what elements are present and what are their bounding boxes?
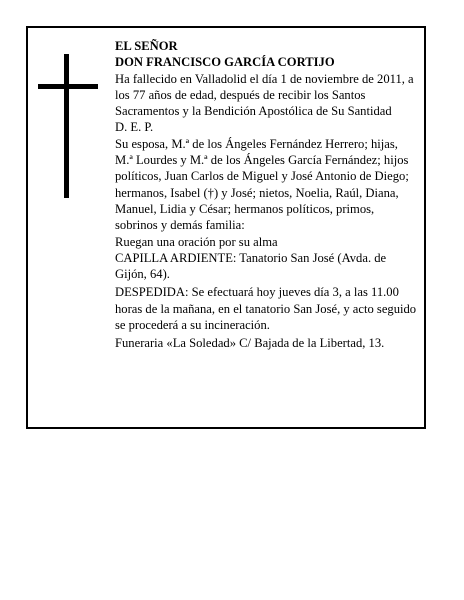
chapel-info: CAPILLA ARDIENTE: Tanatorio San José (Avda. de Gijón, 64).: [115, 250, 387, 282]
dep-abbreviation: D. E. P.: [115, 120, 154, 135]
obituary-text: [115, 38, 417, 352]
death-statement: Ha fallecido en Valladolid el día 1 de noviembre de 2011, a los 77 años de edad, después de recibir los Santos Sacramentos y la Bendición Apostólica de Su Santidad: [115, 71, 414, 119]
cross-horizontal-bar: [38, 84, 98, 89]
family-list: Su esposa, M.ª de los Ángeles Fernández Herrero; hijas, M.ª Lourdes y M.ª de los Ángeles García Fernández; hijos políticos, Juan Carlos de Miguel y José Antonio de Diego; hermanos, Isabel (†) y José; nietos, Noelia, Raúl, Diana, Manuel, Lidia y César; hermanos políticos, primos, sobrinos y demás familia:: [115, 136, 409, 233]
deceased-name: DON FRANCISCO GARCÍA CORTIJO: [115, 55, 335, 70]
heading-title: EL SEÑOR: [115, 39, 178, 53]
cross-vertical-bar: [64, 54, 69, 198]
latin-cross-icon: [38, 54, 98, 198]
funeral-home-info: Funeraria «La Soledad» C/ Bajada de la Libertad, 13.: [115, 336, 385, 351]
farewell-info: DESPEDIDA: Se efectuará hoy jueves día 3, a las 11.00 horas de la mañana, en el tanatorio San José, y acto seguido se procederá a su incineración.: [115, 285, 417, 333]
prayer-request: Ruegan una oración por su alma: [115, 234, 278, 249]
